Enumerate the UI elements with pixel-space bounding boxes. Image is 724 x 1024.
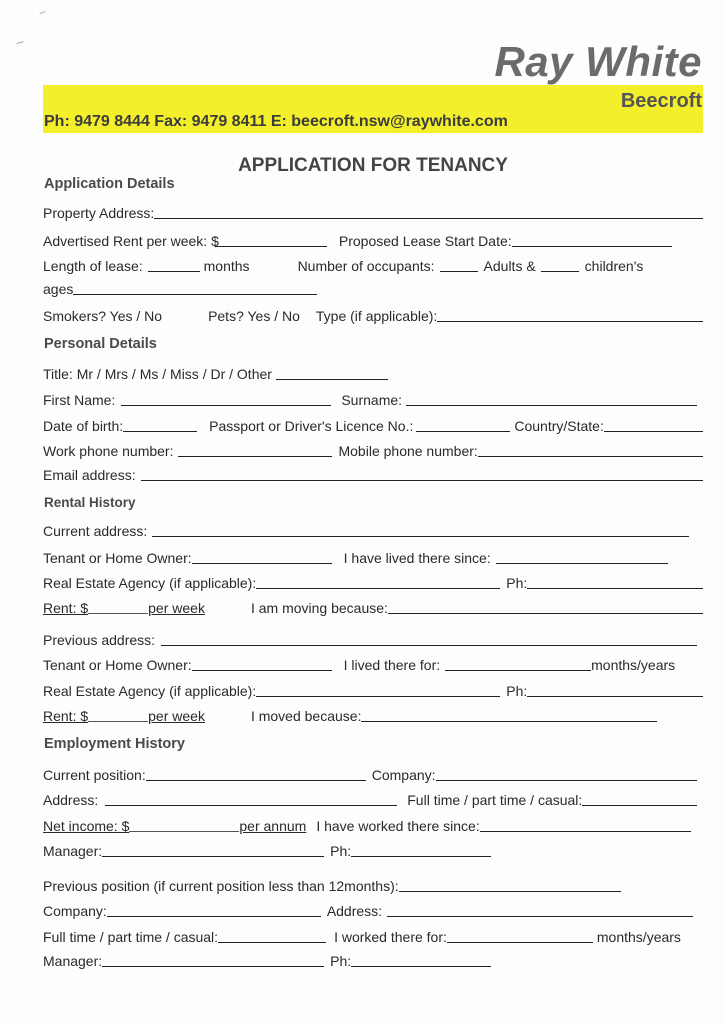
label-ages: ages <box>43 281 74 297</box>
label-lived-since: I have lived there since: <box>343 550 491 566</box>
field-manager[interactable] <box>102 842 324 857</box>
label-length-of-lease: Length of lease: <box>43 258 143 274</box>
label-smokers[interactable]: Smokers? Yes / No <box>43 308 163 324</box>
label-prev-full-part[interactable]: Full time / part time / casual: <box>43 929 219 945</box>
row-prev-rent <box>43 702 703 724</box>
row-agency <box>43 569 703 591</box>
field-moved-because[interactable] <box>361 707 657 722</box>
row-manager <box>43 837 703 859</box>
label-worked-for: I worked there for: <box>334 929 447 945</box>
label-title[interactable]: Title: Mr / Mrs / Ms / Miss / Dr / Other <box>43 366 272 382</box>
field-prev-manager[interactable] <box>102 952 324 967</box>
section-employment-history: Employment History <box>44 736 185 752</box>
label-type: Type (if applicable): <box>315 308 438 324</box>
field-children[interactable] <box>541 257 579 272</box>
section-personal-details: Personal Details <box>44 336 157 352</box>
row-previous-address <box>43 626 703 648</box>
field-tenant-owner[interactable] <box>192 549 332 564</box>
label-previous-position: Previous position (if current position less than 12months): <box>43 878 399 894</box>
label-prev-manager: Manager: <box>43 953 103 969</box>
field-prev-agency[interactable] <box>256 682 500 697</box>
label-dob: Date of birth: <box>43 418 124 434</box>
section-application-details: Application Details <box>44 176 175 192</box>
field-worked-for[interactable] <box>447 928 593 943</box>
label-lived-for: I lived there for: <box>343 657 441 673</box>
field-adults[interactable] <box>440 257 478 272</box>
label-prev-tenant-owner: Tenant or Home Owner: <box>43 657 192 673</box>
field-previous-position[interactable] <box>399 877 621 892</box>
label-surname: Surname: <box>341 392 403 408</box>
field-full-part[interactable] <box>582 791 697 806</box>
row-prev-agency <box>43 677 703 699</box>
label-moving-because: I am moving because: <box>250 600 388 616</box>
label-previous-address: Previous address: <box>43 632 156 648</box>
label-current-address: Current address: <box>43 523 148 539</box>
field-country[interactable] <box>604 417 703 432</box>
row-prev-manager <box>43 947 703 969</box>
field-rent[interactable] <box>88 599 148 614</box>
label-lease-start: Proposed Lease Start Date: <box>338 233 512 249</box>
brand-office: Beecroft <box>620 90 702 112</box>
field-surname[interactable] <box>406 391 697 406</box>
label-prev-agency: Real Estate Agency (if applicable): <box>43 683 257 699</box>
field-licence[interactable] <box>416 417 510 432</box>
label-worked-months-years: months/years <box>596 929 681 945</box>
label-prev-rent: Rent: $ <box>43 708 89 724</box>
scan-mark <box>17 41 25 47</box>
label-months: months <box>203 258 250 274</box>
field-current-address[interactable] <box>152 522 689 537</box>
label-full-part[interactable]: Full time / part time / casual: <box>407 792 583 808</box>
label-first-name: First Name: <box>43 392 116 408</box>
field-prev-rent[interactable] <box>88 707 148 722</box>
field-moving-because[interactable] <box>388 599 703 614</box>
row-current-address <box>43 517 703 539</box>
row-previous-position <box>43 872 703 894</box>
label-tenant-owner: Tenant or Home Owner: <box>43 550 192 566</box>
field-lived-for[interactable] <box>445 656 591 671</box>
label-per-week: per week <box>148 600 205 616</box>
field-dob[interactable] <box>123 417 197 432</box>
row-email <box>43 461 703 483</box>
field-net-income[interactable] <box>129 817 239 832</box>
row-dob <box>43 412 703 434</box>
label-lived-months-years: months/years <box>591 657 676 673</box>
row-property-address <box>43 199 703 221</box>
field-rent-per-week[interactable] <box>215 232 327 247</box>
field-work-phone[interactable] <box>178 442 332 457</box>
row-prev-company <box>43 897 703 919</box>
row-current-position <box>43 761 703 783</box>
label-manager: Manager: <box>43 843 103 859</box>
label-prev-agency-ph: Ph: <box>506 683 528 699</box>
label-pets[interactable]: Pets? Yes / No <box>208 308 300 324</box>
row-net-income <box>43 812 703 834</box>
brand-logo: Ray White <box>494 38 702 85</box>
label-work-phone: Work phone number: <box>43 443 174 459</box>
row-employer-address <box>43 786 703 808</box>
label-worked-since: I have worked there since: <box>316 818 480 834</box>
label-adults: Adults & <box>483 258 536 274</box>
field-lease-start[interactable] <box>512 232 672 247</box>
field-prev-full-part[interactable] <box>218 928 326 943</box>
label-childrens: children's <box>584 258 644 274</box>
row-prev-full-part <box>43 923 703 945</box>
row-smokers-pets <box>43 302 703 324</box>
label-manager-ph: Ph: <box>330 843 352 859</box>
field-prev-agency-ph[interactable] <box>527 682 703 697</box>
label-country: Country/State: <box>514 418 604 434</box>
label-prev-company: Company: <box>43 903 107 919</box>
form-title: APPLICATION FOR TENANCY <box>238 155 508 176</box>
label-licence: Passport or Driver's Licence No.: <box>209 418 414 434</box>
label-current-position: Current position: <box>43 767 146 783</box>
field-ages[interactable] <box>73 280 317 295</box>
field-lived-since[interactable] <box>496 549 668 564</box>
label-occupants: Number of occupants: <box>297 258 435 274</box>
field-length-of-lease[interactable] <box>148 257 200 272</box>
label-property-address: Property Address: <box>43 205 155 221</box>
field-current-position[interactable] <box>146 766 366 781</box>
row-prev-tenant-owner <box>43 651 703 673</box>
label-agency: Real Estate Agency (if applicable): <box>43 575 257 591</box>
field-type[interactable] <box>437 307 703 322</box>
field-previous-address[interactable] <box>161 631 697 646</box>
field-prev-tenant-owner[interactable] <box>192 656 332 671</box>
label-net-income: Net income: $ <box>43 818 130 834</box>
label-prev-employer-address: Address: <box>326 903 383 919</box>
field-agency[interactable] <box>256 574 500 589</box>
field-prev-employer-address[interactable] <box>387 902 693 917</box>
field-first-name[interactable] <box>121 391 331 406</box>
field-prev-company[interactable] <box>107 902 321 917</box>
label-prev-manager-ph: Ph: <box>330 953 352 969</box>
row-names <box>43 386 703 408</box>
row-phones <box>43 437 703 459</box>
field-company[interactable] <box>436 766 697 781</box>
label-rent: Rent: $ <box>43 600 89 616</box>
field-mobile-phone[interactable] <box>478 442 703 457</box>
field-worked-since[interactable] <box>480 817 691 832</box>
row-title <box>43 360 703 382</box>
row-tenant-owner <box>43 544 703 566</box>
label-prev-per-week: per week <box>148 708 205 724</box>
scan-mark <box>39 11 46 17</box>
label-employer-address: Address: <box>43 792 99 808</box>
label-company: Company: <box>371 767 436 783</box>
row-rent-paid <box>43 594 703 616</box>
field-property-address[interactable] <box>154 204 703 219</box>
field-prev-manager-ph[interactable] <box>351 952 491 967</box>
label-per-annum: per annum <box>239 818 307 834</box>
label-rent-per-week: Advertised Rent per week: $ <box>43 233 219 249</box>
field-employer-address[interactable] <box>105 791 397 806</box>
row-rent <box>43 227 703 249</box>
row-lease-length <box>43 252 703 274</box>
label-moved-because: I moved because: <box>250 708 362 724</box>
field-email[interactable] <box>141 466 703 481</box>
field-manager-ph[interactable] <box>351 842 491 857</box>
field-title-other[interactable] <box>276 365 388 380</box>
field-agency-ph[interactable] <box>527 574 703 589</box>
label-mobile-phone: Mobile phone number: <box>338 443 478 459</box>
section-rental-history: Rental History <box>44 495 136 510</box>
contact-details: Ph: 9479 8444 Fax: 9479 8411 E: beecroft.nsw@raywhite.com <box>44 113 508 130</box>
label-email: Email address: <box>43 467 136 483</box>
label-agency-ph: Ph: <box>506 575 528 591</box>
row-ages <box>43 275 703 297</box>
